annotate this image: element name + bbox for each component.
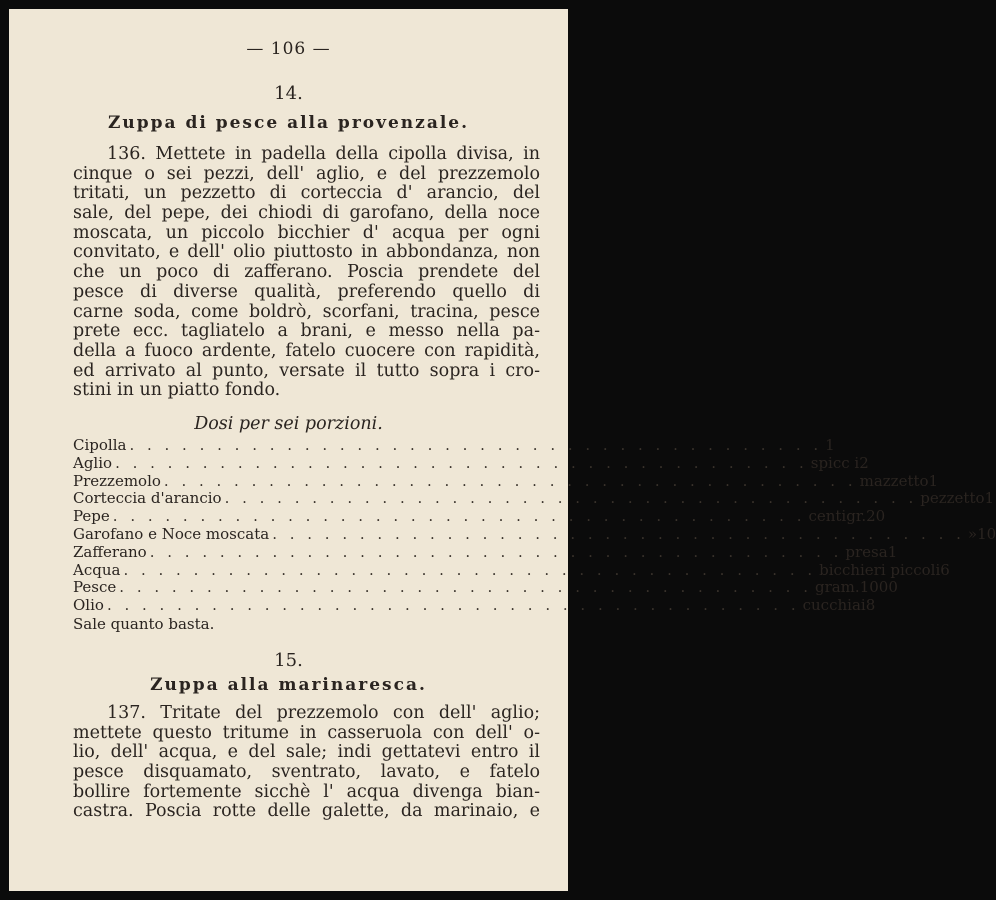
paragraph-line: della a fuoco ardente, fatelo cuocere con rapidità, [73, 340, 540, 361]
dot-leader: . . . . . . . . . . . . . . . . . . . . . . . . . . . . . . . . . . . . . . . . [272, 524, 965, 543]
ingredient-name: Olio [73, 596, 104, 615]
paragraph-line: mettete questo tritume in casseruola con dell' o- [73, 722, 540, 743]
ingredient-quantity: 8 [865, 596, 876, 615]
ingredient-row [73, 453, 869, 473]
ingredient-row [73, 542, 898, 562]
dot-leader: . . . . . . . . . . . . . . . . . . . . . . . . . . . . . . . . . . . . . . . . [119, 578, 812, 597]
paragraph-line: tritati, un pezzetto di corteccia d' arancio, del [73, 183, 540, 204]
ingredient-unit: spicc i [810, 453, 860, 472]
ingredient-name: Pesce [73, 578, 117, 597]
ingredient-quantity: 1 [984, 489, 995, 508]
ingredient-name: Garofano e Noce moscata [73, 524, 270, 543]
ingredient-name: Corteccia d'arancio [73, 489, 222, 508]
ingredient-quantity: 10 [977, 524, 996, 543]
paragraph-line: cinque o sei pezzi, dell' aglio, e del prezzemolo [73, 163, 540, 184]
paragraph-line: carne soda, come boldrò, scorfani, tracina, pesce [73, 301, 540, 322]
ingredient-unit: mazzetto [859, 471, 929, 490]
ingredient-unit: centigr. [808, 507, 867, 526]
ingredient-unit: cucchiai [802, 596, 866, 615]
ingredient-row [73, 489, 995, 508]
ingredient-quantity: 20 [866, 507, 886, 526]
ingredient-quantity: 1 [825, 436, 835, 454]
ingredient-row [73, 560, 950, 580]
ingredient-quantity: 1000 [859, 578, 898, 597]
section-15-number: 15. [274, 650, 303, 671]
paragraph-line: che un poco di zafferano. Poscia prendete del [73, 262, 540, 283]
dot-leader: . . . . . . . . . . . . . . . . . . . . . . . . . . . . . . . . . . . . . . . . [123, 560, 817, 579]
dot-leader: . . . . . . . . . . . . . . . . . . . . . . . . . . . . . . . . . . . . . . . . [106, 596, 800, 615]
ingredient-unit: pezzetto [920, 489, 985, 508]
ingredient-quantity: 1 [887, 542, 898, 561]
recipe-137-paragraph [73, 704, 540, 822]
ingredient-list [73, 436, 996, 633]
ingredient-unit: gram. [814, 578, 860, 597]
paragraph-line: moscata, un piccolo bicchier d' acqua per ogni [73, 222, 540, 243]
paragraph-line: 137. Tritate del prezzemolo con dell' aglio; [107, 703, 540, 723]
page-number: — 106 — [246, 39, 331, 59]
paragraph-line: 136. Mettete in padella della cipolla divisa, in [107, 144, 540, 164]
ingredient-row [73, 436, 835, 455]
ingredient-quantity: 2 [859, 453, 869, 472]
paragraph-line: prete ecc. tagliatelo a brani, e messo nella pa- [73, 321, 540, 342]
ingredient-row [73, 578, 898, 597]
ingredient-name: Cipolla [73, 436, 127, 454]
ingredient-name: Zafferano [73, 542, 147, 561]
paragraph-line: lio, dell' acqua, e del sale; indi gettatevi entro il [73, 742, 540, 763]
ingredient-name: Prezzemolo [73, 471, 161, 490]
ingredient-name: Aglio [73, 453, 113, 472]
ingredient-row [73, 524, 996, 544]
section-14-number: 14. [274, 83, 303, 104]
dot-leader: . . . . . . . . . . . . . . . . . . . . . . . . . . . . . . . . . . . . . . . . [224, 489, 918, 508]
ingredient-name: Pepe [73, 507, 110, 526]
ingredient-unit: presa [845, 542, 888, 561]
paragraph-line: castra. Poscia rotte delle galette, da marinaio, e [73, 801, 540, 822]
paragraph-line: ed arrivato al punto, versate il tutto sopra i cro- [73, 360, 540, 381]
paragraph-line: stini in un piatto fondo. [73, 380, 281, 401]
ingredient-quantity: 6 [940, 560, 950, 579]
ingredient-quantity: 1 [928, 471, 939, 490]
dot-leader: . . . . . . . . . . . . . . . . . . . . . . . . . . . . . . . . . . . . . . . . [149, 542, 843, 561]
dot-leader: . . . . . . . . . . . . . . . . . . . . . . . . . . . . . . . . . . . . . . . . [115, 453, 808, 472]
ingredient-name: Acqua [73, 560, 121, 579]
paragraph-line: sale, del pepe, dei chiodi di garofano, della noce [73, 203, 540, 224]
paragraph-line: bollire fortemente sicchè l' acqua divenga bian- [73, 781, 540, 802]
ingredient-unit: » [967, 524, 978, 543]
ingredient-row [73, 471, 939, 491]
ingredient-row [73, 596, 876, 615]
salt-note: Sale quanto basta. [73, 614, 215, 633]
recipe-136-paragraph [73, 145, 540, 401]
paragraph-line: pesce di diverse qualità, preferendo quello di [73, 281, 540, 302]
ingredient-row [73, 507, 886, 526]
paragraph-line: convitato, e dell' olio piuttosto in abbondanza, non [73, 242, 540, 263]
recipe-title-zuppa-di-pesce: Zuppa di pesce alla provenzale. [107, 113, 470, 133]
dot-leader: . . . . . . . . . . . . . . . . . . . . . . . . . . . . . . . . . . . . . . . . [163, 471, 857, 490]
recipe-title-zuppa-marinaresca: Zuppa alla marinaresca. [150, 675, 427, 695]
dot-leader: . . . . . . . . . . . . . . . . . . . . . . . . . . . . . . . . . . . . . . . . [112, 507, 806, 526]
book-page [9, 9, 996, 891]
paragraph-line: pesce disquamato, sventrato, lavato, e fatelo [73, 762, 540, 783]
dot-leader: . . . . . . . . . . . . . . . . . . . . . . . . . . . . . . . . . . . . . . . . [129, 436, 823, 454]
ingredient-unit: bicchieri piccoli [819, 560, 941, 579]
doses-title: Dosi per sei porzioni. [194, 414, 383, 434]
